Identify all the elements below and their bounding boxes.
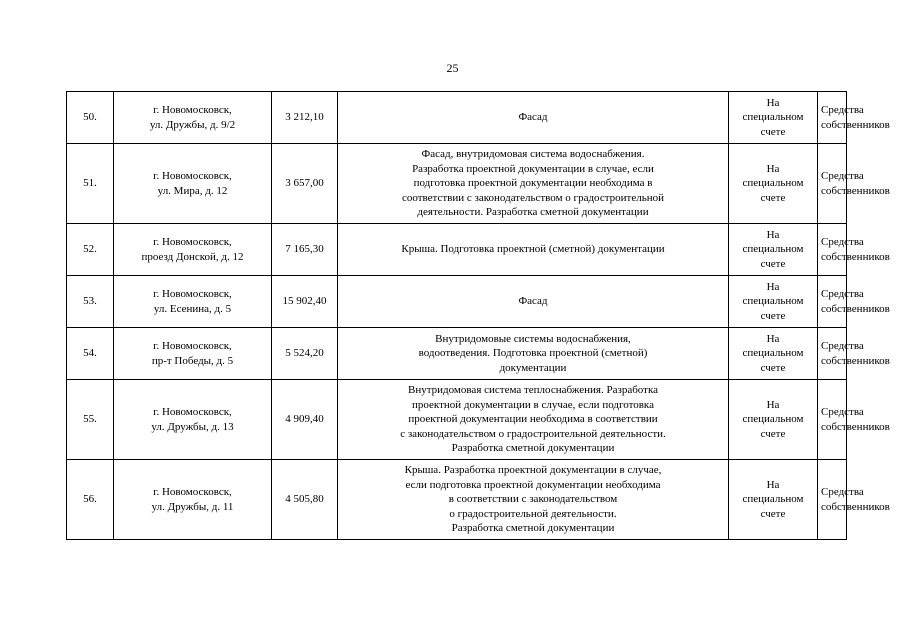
works-description-cell-line: Разработка сметной документации [451,442,615,455]
address-cell-line: г. Новомосковск, [153,485,232,498]
row-number: 56. [67,460,114,540]
account-type-cell-line: специальном [742,413,804,426]
amount-cell: 5 524,20 [272,328,338,380]
address-cell-line: проезд Донской, д. 12 [141,250,244,263]
table-row [67,144,847,224]
account-type-cell-line: На [766,280,780,293]
account-type-cell-line: счете [760,507,786,520]
account-type-cell [729,144,818,224]
amount-cell: 4 909,40 [272,380,338,460]
table-row [67,92,847,144]
amount-cell: 7 165,30 [272,224,338,276]
funding-source-cell [818,276,890,328]
works-description-cell-line: проектной документации необходима в соответствии [408,413,658,426]
account-type-cell-line: специальном [742,111,804,124]
funding-source-cell-line: Средства [821,235,864,248]
funding-source-cell-line: Средства [821,405,864,418]
funding-source-cell [818,460,890,540]
works-description-cell-line: Фасад, внутридомовая система водоснабжения. [421,148,645,161]
account-type-cell [729,224,818,276]
works-description-cell-line: если подготовка проектной документации необходима [405,478,661,491]
funding-source-cell-line: собственников [821,184,890,197]
amount-cell: 3 657,00 [272,144,338,224]
funding-source-cell-line: собственников [821,500,890,513]
works-description-cell-line: документации [499,361,567,374]
account-type-cell-line: счете [760,309,786,322]
table-row [67,460,847,540]
works-description-cell-line: в соответствии с законодательством [448,493,618,506]
account-type-cell-line: На [766,332,780,345]
account-type-cell-line: счете [760,361,786,374]
funding-source-cell-line: Средства [821,287,864,300]
funding-source-cell-line: собственников [821,354,890,367]
account-type-cell [729,276,818,328]
account-type-cell [729,380,818,460]
works-description-cell-line: проектной документации в случае, если подготовка [412,398,654,411]
funding-source-cell [818,144,890,224]
address-cell-line: пр-т Победы, д. 5 [151,354,234,367]
account-type-cell [729,328,818,380]
works-description-cell-line: соответствии с законодательством о градостроительной [401,191,664,204]
works-description-cell-line: с законодательством о градостроительной деятельности. [400,427,666,440]
account-type-cell-line: На [766,96,780,109]
funding-source-cell-line: Средства [821,103,864,116]
account-type-cell-line: счете [760,191,786,204]
row-number: 53. [67,276,114,328]
table-body [67,92,890,540]
address-cell-line: ул. Дружбы, д. 11 [151,500,234,513]
funding-source-cell-line: Средства [821,169,864,182]
works-description-cell-line: Внутридомовая система теплоснабжения. Разработка [407,384,659,397]
address-cell-line: г. Новомосковск, [153,405,232,418]
funding-source-cell-line: собственников [821,250,890,263]
funding-source-cell-line: собственников [821,118,890,131]
row-number: 52. [67,224,114,276]
address-cell [114,460,272,540]
funding-source-cell [818,224,890,276]
address-cell [114,328,272,380]
works-description-cell-line: Крыша. Подготовка проектной (сметной) документации [401,243,665,256]
funding-source-cell-line: собственников [821,302,890,315]
works-description-cell [338,224,729,276]
works-description-cell-line: Фасад [518,295,548,308]
works-description-cell-line: водоотведения. Подготовка проектной (сметной) [418,347,648,360]
funding-source-cell-line: собственников [821,420,890,433]
row-number: 54. [67,328,114,380]
works-description-cell [338,92,729,144]
funding-source-cell [818,328,890,380]
address-cell [114,144,272,224]
row-number: 51. [67,144,114,224]
funding-source-cell [818,92,890,144]
address-cell-line: ул. Дружбы, д. 9/2 [149,118,236,131]
address-cell-line: г. Новомосковск, [153,169,232,182]
address-cell-line: г. Новомосковск, [153,287,232,300]
account-type-cell-line: специальном [742,177,804,190]
account-type-cell-line: специальном [742,295,804,308]
account-type-cell-line: специальном [742,243,804,256]
works-description-cell-line: Разработка проектной документации в случае, если [412,162,654,175]
works-description-cell-line: Фасад [518,111,548,124]
works-description-cell-line: Крыша. Разработка проектной документации в случае, [404,464,662,477]
works-description-cell [338,328,729,380]
amount-cell: 15 902,40 [272,276,338,328]
works-description-cell [338,144,729,224]
works-description-cell [338,380,729,460]
address-cell-line: ул. Мира, д. 12 [157,184,228,197]
works-description-cell [338,460,729,540]
address-cell-line: г. Новомосковск, [153,235,232,248]
table-row [67,328,847,380]
page-number: 25 [446,61,459,75]
works-description-cell-line: деятельности. Разработка сметной документации [417,206,649,219]
address-cell-line: ул. Дружбы, д. 13 [151,420,234,433]
works-description-cell [338,276,729,328]
account-type-cell [729,92,818,144]
address-cell [114,276,272,328]
repair-works-table [66,91,890,540]
address-cell-line: ул. Есенина, д. 5 [153,302,232,315]
account-type-cell-line: На [766,478,780,491]
amount-cell: 4 505,80 [272,460,338,540]
address-cell-line: г. Новомосковск, [153,103,232,116]
works-description-cell-line: подготовка проектной документации необходима в [413,177,653,190]
funding-source-cell-line: Средства [821,485,864,498]
account-type-cell-line: специальном [742,347,804,360]
account-type-cell-line: счете [760,125,786,138]
table-row [67,380,847,460]
address-cell [114,224,272,276]
account-type-cell-line: На [766,398,780,411]
account-type-cell [729,460,818,540]
address-cell [114,380,272,460]
funding-source-cell-line: Средства [821,339,864,352]
account-type-cell-line: счете [760,427,786,440]
account-type-cell-line: На [766,162,780,175]
works-description-cell-line: о градостроительной деятельности. [449,507,617,520]
account-type-cell-line: счете [760,257,786,270]
table-row [67,224,847,276]
works-description-cell-line: Внутридомовые системы водоснабжения, [435,332,631,345]
works-description-cell-line: Разработка сметной документации [451,522,615,535]
row-number: 50. [67,92,114,144]
funding-source-cell [818,380,890,460]
account-type-cell-line: специальном [742,493,804,506]
row-number: 55. [67,380,114,460]
table-row [67,276,847,328]
amount-cell: 3 212,10 [272,92,338,144]
address-cell [114,92,272,144]
address-cell-line: г. Новомосковск, [153,339,232,352]
account-type-cell-line: На [766,228,780,241]
